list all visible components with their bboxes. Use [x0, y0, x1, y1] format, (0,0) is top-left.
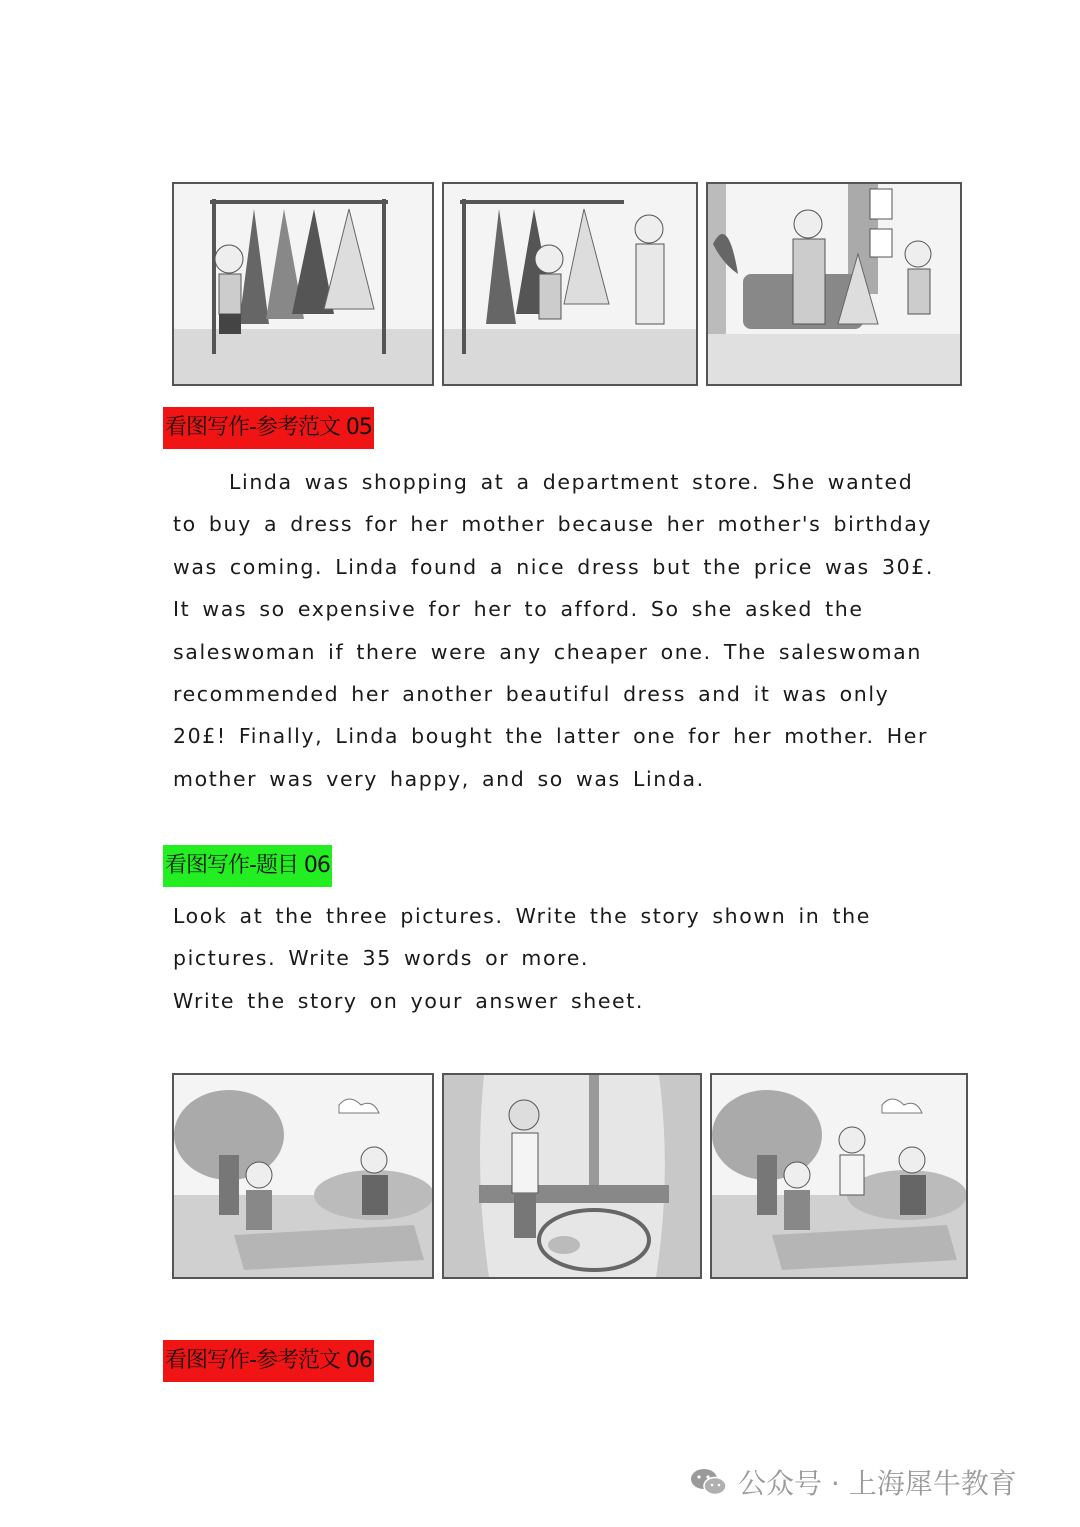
prompt-line: Look at the three pictures. Write the story shown in the — [173, 904, 871, 928]
picture-panel-2 — [442, 182, 698, 386]
section-tag-essay-06: 看图写作-参考范文 06 — [163, 1340, 374, 1382]
prompt-line: Write the story on your answer sheet. — [173, 988, 645, 1013]
essay-line: to buy a dress for her mother because her mother's birthday — [173, 512, 933, 537]
shopping-picture-row — [172, 182, 962, 386]
watermark-text: 公众号 · 上海犀牛教育 — [738, 1467, 1017, 1500]
essay-line: recommended her another beautiful dress and it was only — [173, 681, 890, 706]
prompt-line: pictures. Write 35 words or more. — [173, 946, 590, 971]
picnic-picture-row — [172, 1073, 968, 1279]
essay-line: mother was very happy, and so was Linda. — [173, 766, 705, 791]
clothes-rack-illustration — [174, 184, 432, 384]
saleswoman-illustration — [444, 184, 696, 384]
window-boy-illustration — [444, 1075, 700, 1277]
essay-line: was coming. Linda found a nice dress but the price was 30£. — [173, 554, 934, 579]
prompt-06-paragraph — [173, 895, 903, 1022]
section-tag-prompt-06: 看图写作-题目 06 — [163, 845, 332, 887]
essay-05-paragraph — [173, 461, 934, 800]
wechat-icon — [690, 1467, 728, 1497]
essay-line: Linda was shopping at a department store. She wanted — [229, 470, 914, 494]
gift-giving-illustration — [708, 184, 960, 384]
picnic-friend-illustration — [712, 1075, 966, 1277]
picture-panel-1 — [172, 182, 434, 386]
essay-line: It was so expensive for her to afford. So she asked the — [173, 597, 864, 622]
watermark — [690, 1462, 1017, 1502]
picture-panel-3 — [706, 182, 962, 386]
section-tag-essay-05: 看图写作-参考范文 05 — [163, 407, 374, 449]
picture-panel-5 — [442, 1073, 702, 1279]
essay-line: saleswoman if there were any cheaper one. The saleswoman — [173, 639, 922, 664]
essay-line: 20£! Finally, Linda bought the latter one for her mother. Her — [173, 724, 929, 749]
picture-panel-4 — [172, 1073, 434, 1279]
picnic-illustration — [174, 1075, 432, 1277]
picture-panel-6 — [710, 1073, 968, 1279]
